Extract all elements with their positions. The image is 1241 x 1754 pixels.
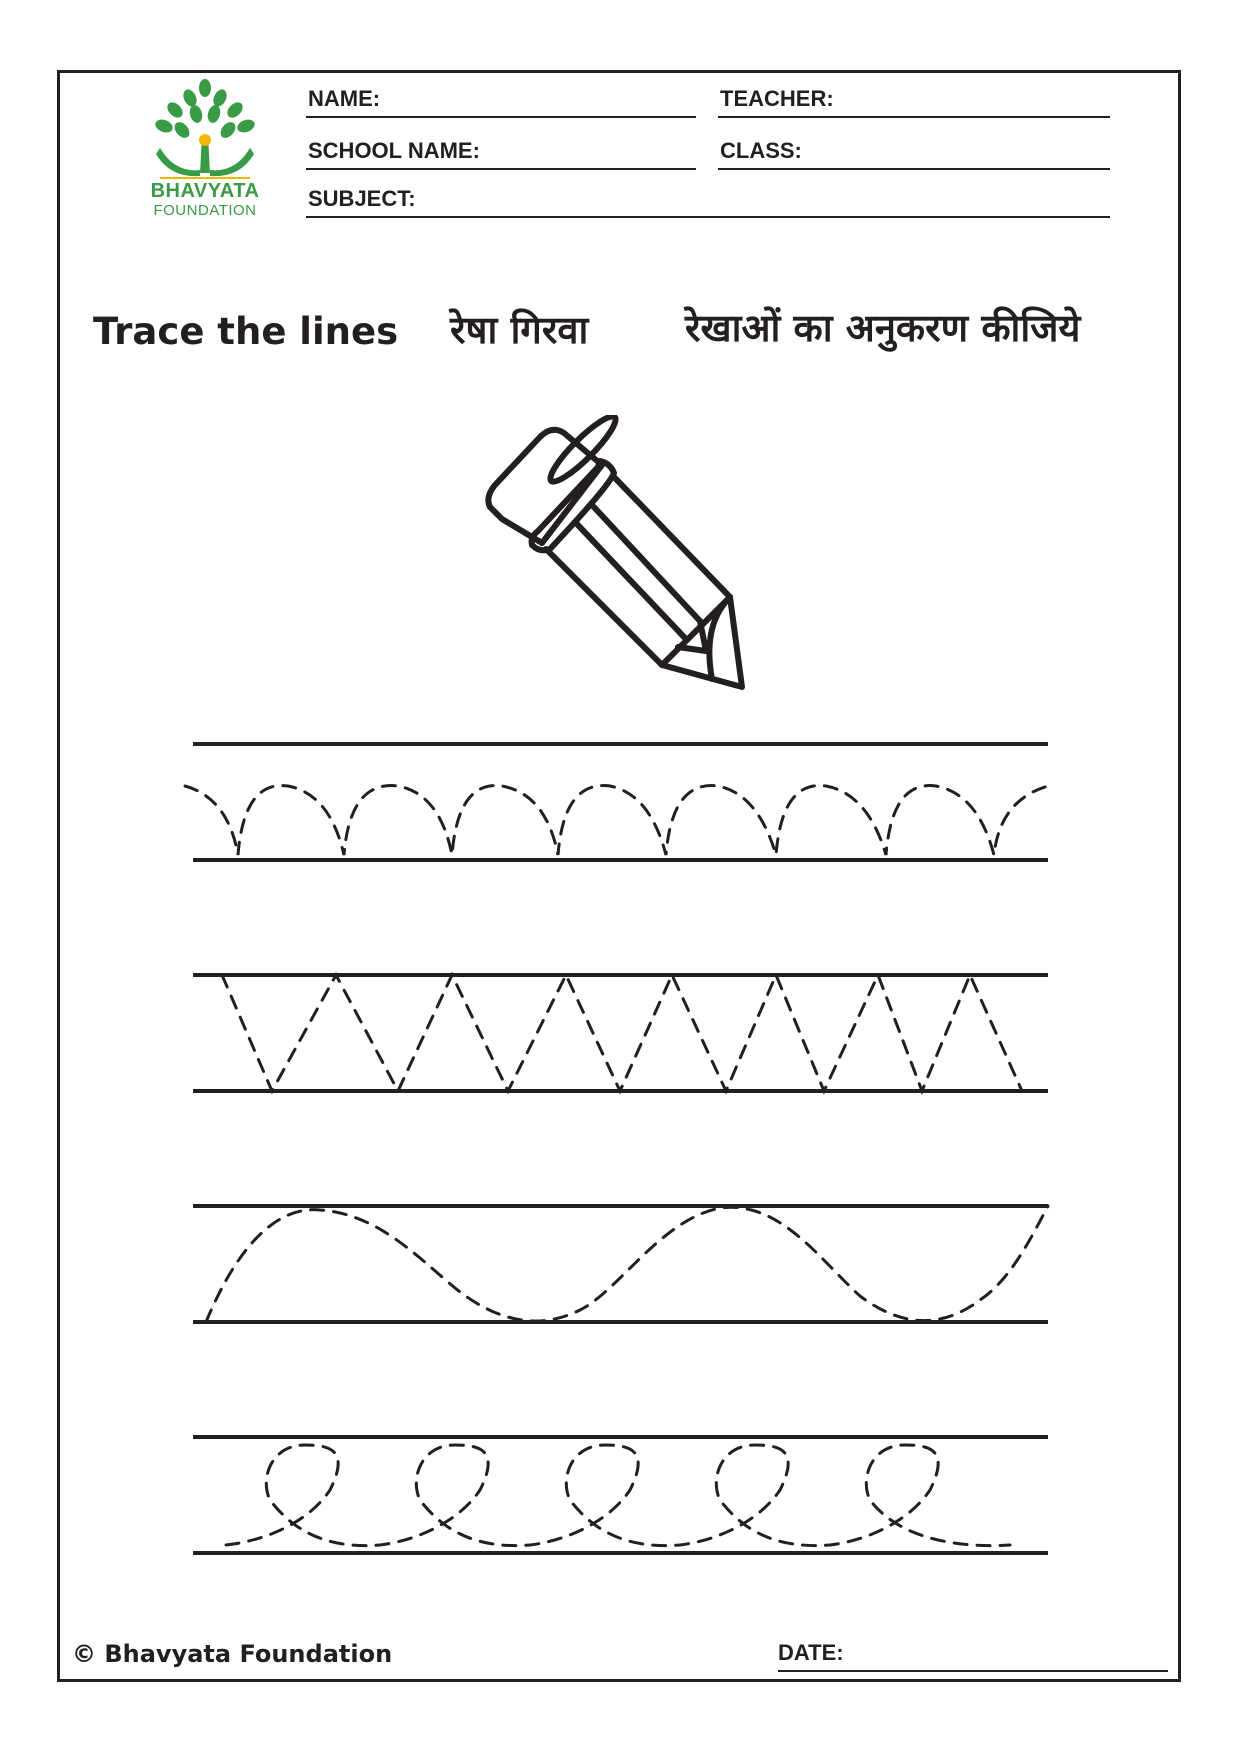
wave-pattern bbox=[206, 1206, 1048, 1322]
zigzag-pattern bbox=[222, 975, 1022, 1091]
instruction-hindi: रेखाओं का अनुकरण कीजिये bbox=[685, 306, 1081, 350]
arches-pattern bbox=[185, 786, 1048, 855]
logo-name: BHAVYATA bbox=[150, 180, 260, 202]
instruction-english: Trace the lines bbox=[93, 310, 399, 353]
logo-subtitle: FOUNDATION bbox=[153, 202, 257, 219]
date-label: DATE: bbox=[778, 1640, 844, 1665]
subject-label: SUBJECT: bbox=[308, 186, 416, 211]
loops-pattern bbox=[226, 1445, 1010, 1546]
teacher-label: TEACHER: bbox=[720, 86, 834, 111]
date-field[interactable] bbox=[778, 1640, 1168, 1672]
instruction-marathi: रेषा गिरवा bbox=[450, 308, 589, 352]
name-label: NAME: bbox=[308, 86, 381, 111]
copyright-text: © Bhavyata Foundation bbox=[72, 1640, 393, 1668]
class-label: CLASS: bbox=[720, 138, 802, 163]
school-name-label: SCHOOL NAME: bbox=[308, 138, 480, 163]
